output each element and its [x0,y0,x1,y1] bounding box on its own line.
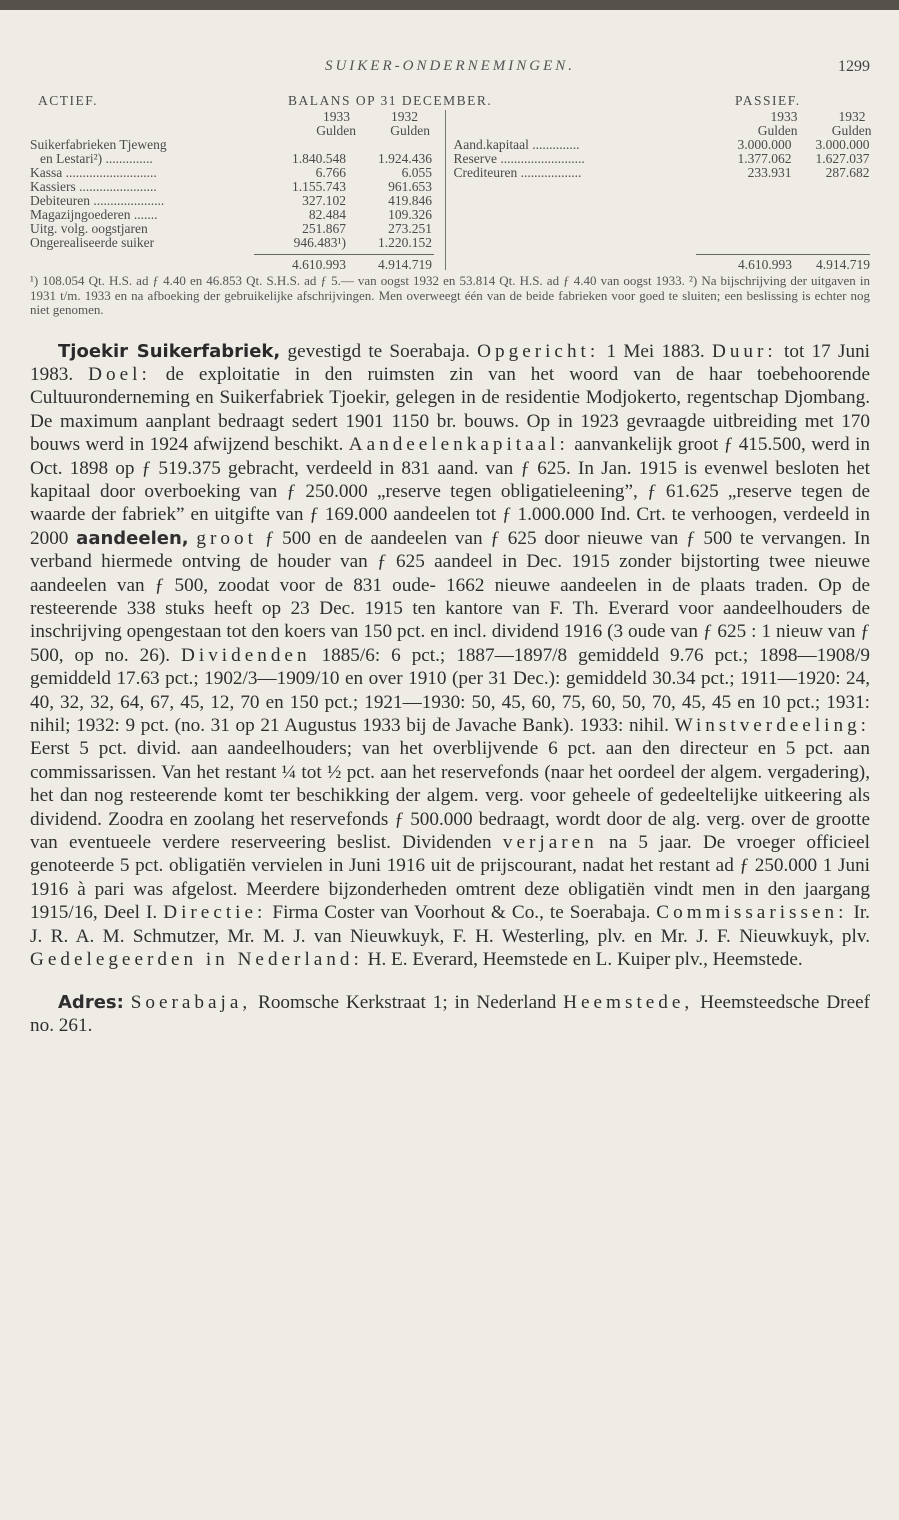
liabilities-year-row [446,110,871,124]
entry-text: H. E. Everard, Heemstede en L. Kuiper plv., Heemstede. [362,949,803,971]
assets-side [30,110,445,250]
liabilities-total-1932: 4.914.719 [816,257,870,272]
liability-value-1933: 3.000.000 [737,137,792,152]
label-dividenden: Dividenden [181,644,311,666]
company-entry [30,340,870,972]
balance-header [30,94,870,108]
liabilities-side [445,110,871,250]
balance-sheet [30,94,870,272]
entry-text: 1 Mei 1883. [599,340,712,362]
liabilities-total-rule [696,254,870,255]
asset-value-1932: 1.220.152 [378,235,432,250]
entry-text: Ir. J. R. A. M. Schmutzer, Mr. M. J. van Nieuwkuyk, F. H. Westerling, plv. en Mr. J. F. Nieuwkuyk, plv. [30,902,870,947]
entry-text: de exploitatie in den ruimsten zin van het woord van de haar toebehoorende Cultuuronderneming en Suikerfabriek Tjoekir, gelegen in de residentie Modjokerto, regentschap Djombang. De maximum aanplant bedraagt sedert 1901 1150 br. bouws. Op in 1923 gevraagde uitbreiding met 170 bouws werd in 1924 afwijzend beschikt. [30,363,870,456]
running-title: SUIKER-ONDERNEMINGEN. [324,58,576,74]
asset-label: Ongerealiseerde suiker [30,235,155,250]
asset-value-1933: 251.867 [302,221,346,236]
running-head [30,58,870,84]
assets-currency-1933: Gulden [316,123,356,138]
activa-label: ACTIEF. [38,93,99,108]
entry-text: gevestigd te Soerabaja. [280,340,478,362]
liability-value-1932: 3.000.000 [815,137,870,152]
balance-title: BALANS OP 31 DECEMBER. [288,93,493,108]
label-gedelegeerden: Gedelegeerden in Nederland: [30,949,363,971]
asset-label: Magazijngoederen ....... [30,207,158,222]
company-name: Tjoekir Suikerfabriek, [58,340,281,362]
address-city: Soerabaja, [130,991,252,1013]
assets-total-1932: 4.914.719 [378,257,432,272]
asset-row [30,194,445,208]
label-verjaren: verjaren [502,832,598,854]
asset-label: Suikerfabrieken Tjeweng [30,137,167,152]
assets-year-1932: 1932 [391,109,418,124]
label-aandeelenkapitaal: Aandeelenkapitaal: [348,434,569,456]
asset-value-1932: 961.653 [388,179,432,194]
page-number: 1299 [838,58,870,75]
asset-value-1933: 1.840.548 [292,151,346,166]
liabilities-total-1933: 4.610.993 [738,257,792,272]
asset-row [30,166,445,180]
entry-text: aanvankelijk groot ƒ 415.500, werd in Oct. 1898 op ƒ 519.375 gebracht, verdeeld in 831 aand. van ƒ 625. In Jan. 1915 is evenwel besloten het kapitaal door overboeking van ƒ 250.000 „reserve tegen obligatieleening”, ƒ 61.625 „reserve tegen de waarde der fabriek” en uitgifte van ƒ 169.000 aandeelen tot ƒ 1.000.000 Ind. Crt. te verhoogen, verdeeld in 2000 [30,434,870,549]
address-label: Adres: [58,991,124,1013]
asset-row [30,208,445,222]
asset-row [30,152,445,166]
entry-text: Eerst 5 pct. divid. aan aandeelhouders; van het overblijvende 6 pct. aan den directeur en 5 pct. aan commissarissen. Van het restant ¼ tot ½ pct. aan het reservefonds (naar het oordeel der algem. vergadering), het dan nog resteerende komt ter beschikking der algem. verg. voor geheele of gedeeltelijke uitkeering als dividend. Zoodra en zoolang het reservefonds ƒ 500.000 bedraagt, wordt door de alg. verg. over de grootte van eventueele verdere reserveering beslist. Dividenden [30,738,870,854]
liability-value-1932: 287.682 [825,165,870,180]
liability-label: Crediteuren .................. [453,165,582,180]
assets-year-row [30,110,445,124]
assets-currency-1932: Gulden [390,123,430,138]
address-nl-city: Heemstede, [563,991,694,1013]
liabilities-currency-1933: Gulden [757,123,798,138]
assets-total-1933: 4.610.993 [292,257,346,272]
entry-text: ƒ 500 en de aandeelen van ƒ 625 door nieuwe van ƒ 500 te vervangen. In verband hiermede ontving de houder van ƒ 625 aandeel in Dec. 1915 zonder bijstorting twee nieuwe aandeelen van ƒ 500, zoodat voor de 831 oude- 1662 nieuwe aandeelen in de plaats traden. Op de resteerende 338 stuks heeft op 23 Dec. 1915 ten kantore van F. Th. Everard voor aandeelhouders de inschrijving opengestaan tot den koers van 150 pct. en incl. dividend 1916 (3 oude van ƒ 625 : 1 nieuw van ƒ 500, op no. 26). [30,527,871,666]
document-page [30,58,870,1057]
entry-text: 1885/6: 6 pct.; 1887—1897/8 gemiddeld 9.76 pct.; 1898—1908/9 gemiddeld 17.63 pct.; 1902/3—1909/10 en over 1910 (per 31 Dec.): gemiddeld 30.34 pct.; 1911—1920: 24, 40, 32, 32, 64, 67, 45, 12, 70 en 150 pct.; 1921—1930: 50, 45, 60, 75, 60, 50, 70, 45, 45 en 10 pct.; 1931: nihil; 1932: 9 pct. (no. 31 op 21 Augustus 1933 bij de Javache Bank). 1933: nihil. [30,644,870,736]
liabilities-currency-1932: Gulden [831,123,872,138]
liability-value-1933: 1.377.062 [737,151,792,166]
asset-row [30,138,445,152]
address-paragraph [30,991,870,1038]
entry-text: tot 17 Juni 1983. [30,340,870,385]
label-directie: Directie: [163,902,267,924]
label-commissarissen: Commissarissen: [656,902,848,924]
asset-value-1933: 946.483¹) [293,235,346,250]
asset-label: en Lestari²) .............. [40,151,153,166]
liabilities-year-1932: 1932 [838,109,866,124]
asset-label: Kassa ........................... [30,165,157,180]
address-text: Roomsche Kerkstraat 1; in Nederland [251,991,564,1013]
asset-value-1932: 109.326 [388,207,432,222]
balance-totals [30,254,870,272]
asset-value-1932: 6.055 [401,165,432,180]
assets-year-1933: 1933 [323,109,350,124]
label-duur: Duur: [711,340,777,362]
assets-total-rule [254,254,434,255]
asset-row [30,236,445,250]
asset-value-1932: 1.924.436 [378,151,432,166]
address-text: Heemsteedsche Dreef no. 261. [30,991,870,1037]
label-opgericht: Opgericht: [477,340,600,362]
liabilities-currency-row [446,124,871,138]
asset-label: Uitg. volg. oogstjaren [30,221,148,236]
liability-value-1932: 1.627.037 [815,151,870,166]
scan-top-edge [0,0,899,10]
liability-label: Aand.kapitaal .............. [453,137,580,152]
balance-columns [30,110,870,250]
asset-value-1932: 273.251 [388,221,432,236]
label-winstverdeeling: Winstverdeeling: [674,715,870,736]
asset-value-1933: 327.102 [302,193,346,208]
asset-row [30,222,445,236]
balance-divider [445,234,446,270]
asset-value-1933: 82.484 [308,207,346,222]
label-doel: Doel: [88,363,151,385]
asset-value-1933: 6.766 [315,165,346,180]
asset-value-1933: 1.155.743 [292,179,346,194]
entry-text: Firma Coster van Voorhout & Co., te Soerabaja. [266,902,657,924]
asset-label: Debiteuren ..................... [30,193,165,208]
liability-row [446,166,871,180]
assets-currency-row [30,124,445,138]
liability-value-1933: 233.931 [747,165,792,180]
liability-row [446,152,871,166]
bold-aandeelen: aandeelen, [76,527,189,549]
label-groot: groot [196,527,257,549]
asset-label: Kassiers ....................... [30,179,157,194]
passiva-label: PASSIEF. [735,93,801,108]
asset-row [30,180,445,194]
balance-footnote: ¹) 108.054 Qt. H.S. ad ƒ 4.40 en 46.853 Qt. S.H.S. ad ƒ 5.— van oogst 1932 en 53.814 Qt. H.S. ad ƒ 4.40 van oogst 1933. ²) Na bijschrijving der uitgaven in 1931 t/m. 1933 en na afboeking der gebruikelijke afschrijvingen. Men overweegt één van de beide fabrieken voor goed te sluiten; een beslissing is echter nog niet genomen. [30,273,870,317]
liability-label: Reserve ......................... [453,151,585,166]
entry-text: na 5 jaar. De vroeger officieel genoteerde 5 pct. obligatiën vervielen in Juni 1916 uit de prijscourant, nadat het restant ad ƒ 250.000 1 Juni 1916 à pari was afgelost. Meerdere bijzonderheden omtrent deze obligatiën vindt men in den jaargang 1915/16, Deel I. [30,832,870,924]
liabilities-year-1933: 1933 [770,109,798,124]
asset-value-1932: 419.846 [388,193,432,208]
liability-row [446,138,871,152]
